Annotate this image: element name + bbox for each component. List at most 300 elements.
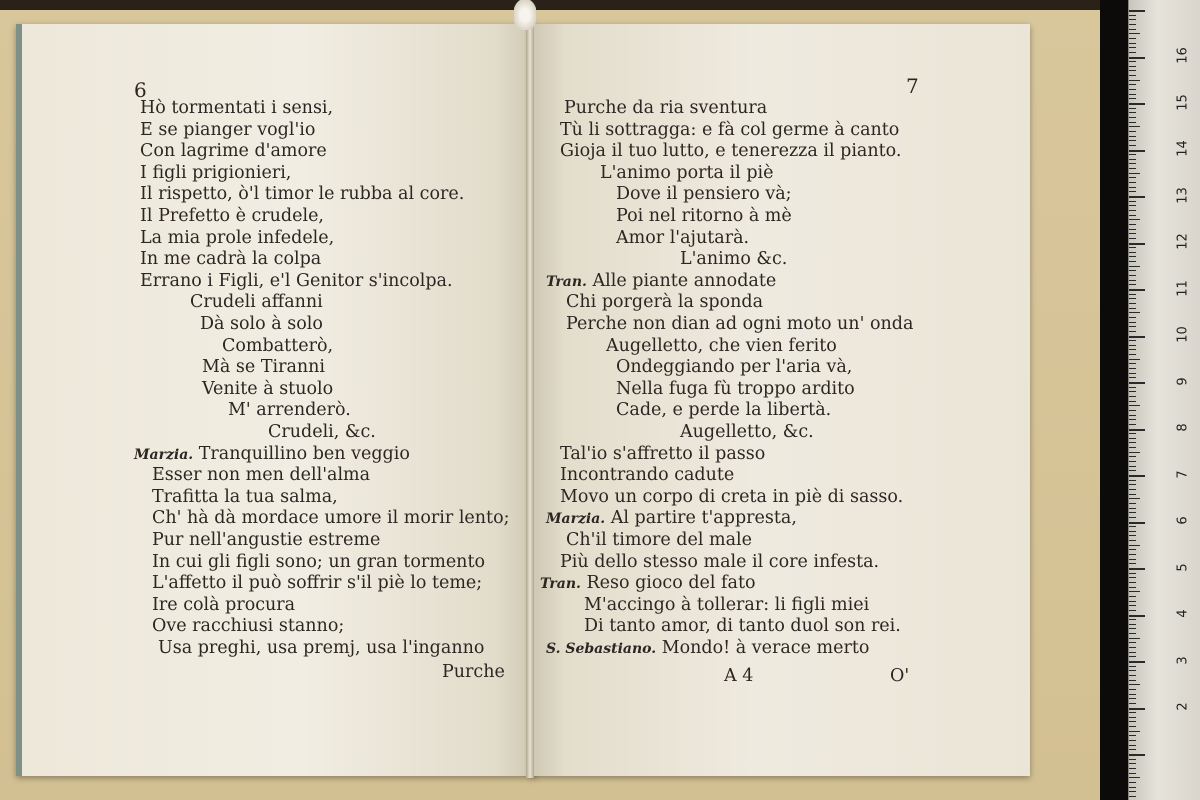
- verse-text: Pur nell'angustie estreme: [152, 530, 381, 550]
- ruler-tick: [1129, 80, 1140, 81]
- right-text-line: [560, 120, 899, 140]
- ruler-tick: [1129, 289, 1145, 291]
- ruler-tick: [1129, 66, 1136, 67]
- ruler-label: 7: [1175, 469, 1191, 479]
- ruler-tick: [1129, 205, 1136, 206]
- ruler-tick: [1129, 540, 1136, 541]
- ruler-tick: [1129, 168, 1136, 169]
- ruler-tick: [1129, 233, 1136, 234]
- left-text-line: [140, 228, 334, 248]
- right-text-line: [584, 616, 901, 636]
- ruler-tick: [1129, 396, 1136, 397]
- verse-text: Poi nel ritorno à mè: [616, 206, 792, 226]
- ruler-tick: [1129, 447, 1136, 448]
- board-edge: [0, 0, 1110, 10]
- ruler-tick: [1129, 122, 1136, 123]
- ruler-tick: [1129, 15, 1136, 16]
- verse-text: In cui gli figli sono; un gran tormento: [152, 551, 486, 572]
- ruler-tick: [1129, 419, 1136, 420]
- left-text-line: [152, 595, 295, 615]
- left-text-line: [140, 98, 333, 118]
- verse-text: Usa preghi, usa premj, usa l'inganno: [158, 638, 485, 658]
- right-text-line: [680, 422, 814, 442]
- ruler-tick: [1129, 29, 1136, 30]
- left-text-line: [190, 292, 323, 312]
- ruler-tick: [1129, 442, 1136, 443]
- ruler-tick: [1129, 559, 1136, 560]
- right-text-line: [616, 206, 792, 226]
- ruler-tick: [1129, 224, 1136, 225]
- verse-text: Esser non men dell'alma: [152, 465, 371, 486]
- ruler-tick: [1129, 694, 1136, 695]
- ruler-tick: [1129, 261, 1136, 262]
- ruler-tick: [1129, 191, 1136, 192]
- verse-text: Più dello stesso male il core infesta.: [560, 551, 880, 572]
- ruler-tick: [1129, 456, 1136, 457]
- speaker-name: Tran.: [546, 273, 587, 290]
- ruler-tick: [1129, 568, 1145, 570]
- ruler-tick: [1129, 270, 1136, 271]
- ruler-tick: [1129, 587, 1136, 588]
- ruler-tick: [1129, 480, 1136, 481]
- left-text-line: [152, 552, 485, 572]
- ruler-tick: [1129, 391, 1136, 392]
- right-text-line: [546, 271, 776, 292]
- ruler-tick: [1129, 675, 1136, 676]
- ruler-tick: [1129, 475, 1145, 477]
- speaker-name: Marzia.: [134, 446, 194, 463]
- right-text-line: [560, 444, 765, 464]
- ruler-tick: [1129, 284, 1136, 285]
- right-catchword: O': [890, 666, 910, 686]
- verse-text: Con lagrime d'amore: [140, 141, 327, 162]
- verse-text: Perche non dian ad ogni moto un' onda: [566, 314, 914, 334]
- right-text-line: [606, 336, 837, 356]
- ruler-tick: [1129, 368, 1136, 369]
- ruler-tick: [1129, 131, 1136, 132]
- right-text-line: [566, 530, 752, 550]
- ruler-tick: [1129, 508, 1136, 509]
- ruler-tick: [1129, 615, 1145, 617]
- ruler-tick: [1129, 182, 1136, 183]
- ruler-tick: [1129, 638, 1140, 639]
- ruler-tick: [1129, 308, 1136, 309]
- ruler-tick: [1129, 126, 1140, 127]
- right-text-line: [546, 638, 869, 659]
- ruler-tick: [1129, 531, 1136, 532]
- ruler-tick: [1129, 38, 1136, 39]
- ruler-tick: [1129, 163, 1136, 164]
- ruler-tick: [1129, 331, 1136, 332]
- speaker-name: S. Sebastiano.: [546, 641, 657, 657]
- ruler-tick: [1129, 145, 1136, 146]
- ruler-tick: [1129, 461, 1136, 462]
- ruler-tick: [1129, 438, 1136, 439]
- ruler-tick: [1129, 219, 1140, 220]
- ruler-tick: [1129, 103, 1145, 105]
- ruler-tick: [1129, 661, 1145, 663]
- right-text-line: [584, 595, 869, 615]
- verse-text: Crudeli affanni: [190, 292, 323, 313]
- right-text-line: [680, 249, 787, 269]
- ruler-tick: [1129, 159, 1136, 160]
- ruler-tick: [1129, 489, 1136, 490]
- ruler-label: 12: [1175, 233, 1191, 250]
- ruler-tick: [1129, 238, 1136, 239]
- ruler-label: 11: [1175, 279, 1191, 297]
- ruler-tick: [1129, 322, 1136, 323]
- verse-text: Amor l'ajutarà.: [616, 227, 750, 248]
- verse-text: Movo un corpo di creta in piè di sasso.: [560, 486, 904, 507]
- verse-text: Combatterò,: [222, 335, 334, 356]
- ruler-tick: [1129, 573, 1136, 574]
- verse-text: Mondo! à verace merto: [661, 638, 870, 658]
- ruler-tick: [1129, 656, 1136, 657]
- verse-text: Ondeggiando per l'aria và,: [616, 357, 853, 378]
- left-text-line: [140, 141, 327, 161]
- ruler-tick: [1129, 666, 1136, 667]
- verse-text: In me cadrà la colpa: [140, 249, 322, 270]
- ruler-tick: [1129, 703, 1136, 704]
- ruler-tick: [1129, 382, 1145, 384]
- speaker-name: Tran.: [540, 576, 581, 593]
- ruler-tick: [1129, 498, 1140, 499]
- ruler-tick: [1129, 591, 1140, 592]
- ruler-tick: [1129, 24, 1136, 25]
- ruler-tick: [1129, 791, 1136, 792]
- ruler-tick: [1129, 229, 1136, 230]
- left-catchword: Purche: [442, 662, 505, 682]
- ruler-tick: [1129, 336, 1145, 338]
- ruler-tick: [1129, 503, 1136, 504]
- ruler-tick: [1129, 777, 1140, 778]
- right-text-line: [616, 379, 855, 399]
- ruler-tick: [1129, 154, 1136, 155]
- verse-text: M'accingo à tollerar: li figli miei: [584, 594, 870, 615]
- ruler-tick: [1129, 484, 1136, 485]
- ruler-label: 6: [1175, 516, 1191, 525]
- ruler-tick: [1129, 70, 1136, 71]
- ruler-tick: [1129, 721, 1136, 722]
- left-text-line: [222, 336, 333, 356]
- ruler-tick: [1129, 466, 1136, 467]
- right-text-line: [616, 184, 792, 204]
- verse-text: Mà se Tiranni: [202, 357, 326, 378]
- ruler-tick: [1129, 317, 1136, 318]
- ruler-tick: [1129, 117, 1136, 118]
- ruler-tick: [1129, 522, 1145, 524]
- ruler-tick: [1129, 782, 1136, 783]
- ruler-tick: [1129, 275, 1136, 276]
- ruler-label: 16: [1175, 47, 1191, 64]
- ruler-tick: [1129, 698, 1136, 699]
- right-text-line: [560, 141, 901, 161]
- ruler-tick: [1129, 610, 1136, 611]
- ruler-tick: [1129, 429, 1145, 431]
- verse-text: Hò tormentati i sensi,: [140, 98, 334, 118]
- dark-strip: [1100, 0, 1130, 800]
- left-page: [16, 24, 536, 776]
- verse-text: Venite à stuolo: [202, 378, 334, 399]
- right-text-line: [540, 573, 756, 594]
- ruler-tick: [1129, 196, 1145, 198]
- ruler-tick: [1129, 210, 1136, 211]
- ruler-tick: [1129, 494, 1136, 495]
- left-text-line: [140, 206, 324, 226]
- ruler-tick: [1129, 47, 1136, 48]
- verse-text: Reso gioco del fato: [586, 573, 756, 594]
- ruler-tick: [1129, 712, 1136, 713]
- ruler-label: 15: [1175, 93, 1191, 111]
- left-text-line: [158, 638, 484, 658]
- ruler-tick: [1129, 754, 1145, 756]
- ruler-tick: [1129, 512, 1136, 513]
- right-text-line: [566, 314, 913, 334]
- ruler-tick: [1129, 19, 1136, 20]
- verse-text: Trafitta la tua salma,: [152, 486, 338, 507]
- right-text-line: [560, 487, 903, 507]
- ruler-tick: [1129, 187, 1136, 188]
- ruler-tick: [1129, 340, 1136, 341]
- ruler-tick: [1129, 717, 1136, 718]
- ruler-tick: [1129, 84, 1136, 85]
- ruler-label: 13: [1175, 186, 1191, 204]
- ruler-label: 4: [1175, 609, 1191, 618]
- ruler-tick: [1129, 10, 1145, 12]
- book-gutter: [526, 22, 534, 778]
- left-text-line: [202, 357, 325, 377]
- verse-text: La mia prole infedele,: [140, 227, 335, 248]
- ruler-tick: [1129, 294, 1136, 295]
- ruler-tick: [1129, 108, 1136, 109]
- ruler-tick: [1129, 582, 1136, 583]
- ruler-tick: [1129, 652, 1136, 653]
- ruler-label: 8: [1175, 423, 1191, 432]
- right-text-line: [546, 508, 797, 529]
- left-text-line: [152, 465, 370, 485]
- ruler-tick: [1129, 303, 1136, 304]
- ruler-tick: [1129, 112, 1136, 113]
- right-text-line: [560, 552, 879, 572]
- verse-text: Errano i Figli, e'l Genitor s'incolpa.: [140, 270, 453, 291]
- ruler-tick: [1129, 252, 1136, 253]
- binding-thread: [514, 0, 536, 30]
- verse-text: Chi porgerà la sponda: [566, 292, 764, 313]
- ruler-tick: [1129, 52, 1136, 53]
- ruler-tick: [1129, 266, 1140, 267]
- ruler-tick: [1129, 150, 1145, 152]
- right-page: [530, 24, 1030, 776]
- ruler-tick: [1129, 628, 1136, 629]
- verse-text: Al partire t'appresta,: [610, 508, 797, 529]
- left-text-line: [152, 508, 510, 528]
- ruler-tick: [1129, 763, 1136, 764]
- ruler-tick: [1129, 373, 1136, 374]
- ruler-tick: [1129, 577, 1136, 578]
- verse-text: Dà solo à solo: [200, 314, 323, 334]
- ruler-tick: [1129, 563, 1136, 564]
- right-text-line: [600, 163, 773, 183]
- verse-text: Purche da ria sventura: [564, 98, 768, 118]
- verse-text: Cade, e perde la libertà.: [616, 400, 832, 421]
- verse-text: I figli prigionieri,: [140, 162, 292, 183]
- ruler-tick: [1129, 377, 1136, 378]
- verse-text: L'animo porta il piè: [600, 162, 774, 183]
- left-text-line: [228, 400, 351, 420]
- verse-text: Gioja il tuo lutto, e tenerezza il pianto.: [560, 141, 902, 162]
- verse-text: Augelletto, &c.: [680, 422, 814, 442]
- ruler-tick: [1129, 684, 1140, 685]
- ruler-tick: [1129, 433, 1136, 434]
- ruler-tick: [1129, 94, 1136, 95]
- left-text-line: [268, 422, 376, 442]
- measurement-ruler: [1128, 0, 1200, 800]
- verse-text: Tranquillino ben veggio: [198, 443, 410, 464]
- verse-text: L'animo &c.: [680, 249, 788, 270]
- ruler-tick: [1129, 33, 1140, 34]
- ruler-tick: [1129, 759, 1136, 760]
- ruler-tick: [1129, 405, 1140, 406]
- ruler-tick: [1129, 326, 1136, 327]
- ruler-tick: [1129, 517, 1136, 518]
- ruler-label: 14: [1175, 140, 1191, 157]
- ruler-tick: [1129, 596, 1136, 597]
- ruler-tick: [1129, 173, 1140, 174]
- left-text-line: [152, 573, 482, 593]
- right-text-line: [564, 98, 767, 118]
- ruler-tick: [1129, 740, 1136, 741]
- ruler-tick: [1129, 345, 1136, 346]
- ruler-tick: [1129, 535, 1136, 536]
- ruler-tick: [1129, 247, 1136, 248]
- ruler-tick: [1129, 787, 1136, 788]
- left-text-line: [152, 487, 338, 507]
- left-page-number: 6: [134, 78, 147, 102]
- ruler-label: 3: [1175, 655, 1191, 665]
- ruler-tick: [1129, 140, 1136, 141]
- verse-text: Di tanto amor, di tanto duol son rei.: [584, 616, 901, 637]
- verse-text: Dove il pensiero và;: [616, 184, 792, 205]
- ruler-tick: [1129, 545, 1140, 546]
- ruler-tick: [1129, 354, 1136, 355]
- ruler-tick: [1129, 633, 1136, 634]
- verse-text: Tal'io s'affretto il passo: [560, 443, 766, 464]
- speaker-name: Marzia.: [546, 511, 606, 528]
- ruler-tick: [1129, 470, 1136, 471]
- ruler-tick: [1129, 745, 1136, 746]
- signature-mark: A 4: [724, 666, 754, 686]
- right-text-line: [560, 465, 734, 485]
- right-text-line: [616, 400, 831, 420]
- verse-text: Ch' hà dà mordace umore il morir lento;: [152, 508, 510, 529]
- ruler-tick: [1129, 415, 1136, 416]
- verse-text: Alle piante annodate: [592, 270, 777, 291]
- ruler-tick: [1129, 642, 1136, 643]
- left-text-line: [140, 184, 464, 204]
- verse-text: Crudeli, &c.: [268, 422, 376, 442]
- ruler-tick: [1129, 215, 1136, 216]
- ruler-tick: [1129, 452, 1140, 453]
- ruler-tick: [1129, 312, 1140, 313]
- ruler-tick: [1129, 554, 1136, 555]
- verse-text: Ire colà procura: [152, 594, 296, 615]
- ruler-tick: [1129, 424, 1136, 425]
- ruler-tick: [1129, 670, 1136, 671]
- ruler-tick: [1129, 796, 1136, 797]
- ruler-tick: [1129, 387, 1136, 388]
- verse-text: E se pianger vogl'io: [140, 119, 316, 140]
- ruler-tick: [1129, 359, 1140, 360]
- ruler-tick: [1129, 43, 1136, 44]
- ruler-tick: [1129, 647, 1136, 648]
- verse-text: M' arrenderò.: [228, 400, 351, 421]
- verse-text: Tù li sottragga: e fà col germe à canto: [560, 119, 900, 140]
- verse-text: Incontrando cadute: [560, 465, 735, 486]
- ruler-tick: [1129, 349, 1136, 350]
- verse-text: Nella fuga fù troppo ardito: [616, 378, 855, 399]
- right-text-line: [566, 292, 763, 312]
- left-text-line: [152, 616, 344, 636]
- left-text-line: [134, 444, 410, 465]
- ruler-tick: [1129, 177, 1136, 178]
- ruler-tick: [1129, 401, 1136, 402]
- left-text-line: [202, 379, 333, 399]
- ruler-tick: [1129, 57, 1145, 59]
- ruler-tick: [1129, 708, 1145, 710]
- ruler-label: 2: [1175, 702, 1191, 711]
- left-text-line: [152, 530, 380, 550]
- ruler-tick: [1129, 689, 1136, 690]
- verse-text: Ove racchiusi stanno;: [152, 616, 345, 637]
- ruler-tick: [1129, 619, 1136, 620]
- right-page-number: 7: [906, 74, 919, 98]
- ruler-tick: [1129, 201, 1136, 202]
- ruler-tick: [1129, 735, 1136, 736]
- ruler-tick: [1129, 89, 1136, 90]
- ruler-tick: [1129, 526, 1136, 527]
- verse-text: Augelletto, che vien ferito: [606, 335, 837, 356]
- ruler-tick: [1129, 98, 1136, 99]
- left-text-line: [200, 314, 323, 334]
- ruler-tick: [1129, 768, 1136, 769]
- ruler-tick: [1129, 298, 1136, 299]
- ruler-tick: [1129, 749, 1136, 750]
- ruler-tick: [1129, 61, 1136, 62]
- right-text-line: [616, 357, 852, 377]
- ruler-tick: [1129, 256, 1136, 257]
- ruler-tick: [1129, 410, 1136, 411]
- right-text-line: [616, 228, 749, 248]
- ruler-tick: [1129, 75, 1136, 76]
- verse-text: Il Prefetto è crudele,: [140, 206, 324, 226]
- ruler-label: 9: [1175, 376, 1191, 386]
- left-text-line: [140, 120, 315, 140]
- ruler-tick: [1129, 726, 1136, 727]
- ruler-tick: [1129, 136, 1136, 137]
- verse-text: Ch'il timore del male: [566, 530, 752, 550]
- ruler-tick: [1129, 549, 1136, 550]
- left-text-line: [140, 163, 291, 183]
- ruler-tick: [1129, 243, 1145, 245]
- ruler-tick: [1129, 363, 1136, 364]
- left-text-line: [140, 271, 453, 291]
- verse-text: L'affetto il può soffrir s'il piè lo teme;: [152, 573, 483, 594]
- ruler-tick: [1129, 773, 1136, 774]
- ruler-label: 5: [1175, 562, 1191, 572]
- ruler-label: 10: [1175, 326, 1191, 343]
- ruler-tick: [1129, 601, 1136, 602]
- ruler-tick: [1129, 624, 1136, 625]
